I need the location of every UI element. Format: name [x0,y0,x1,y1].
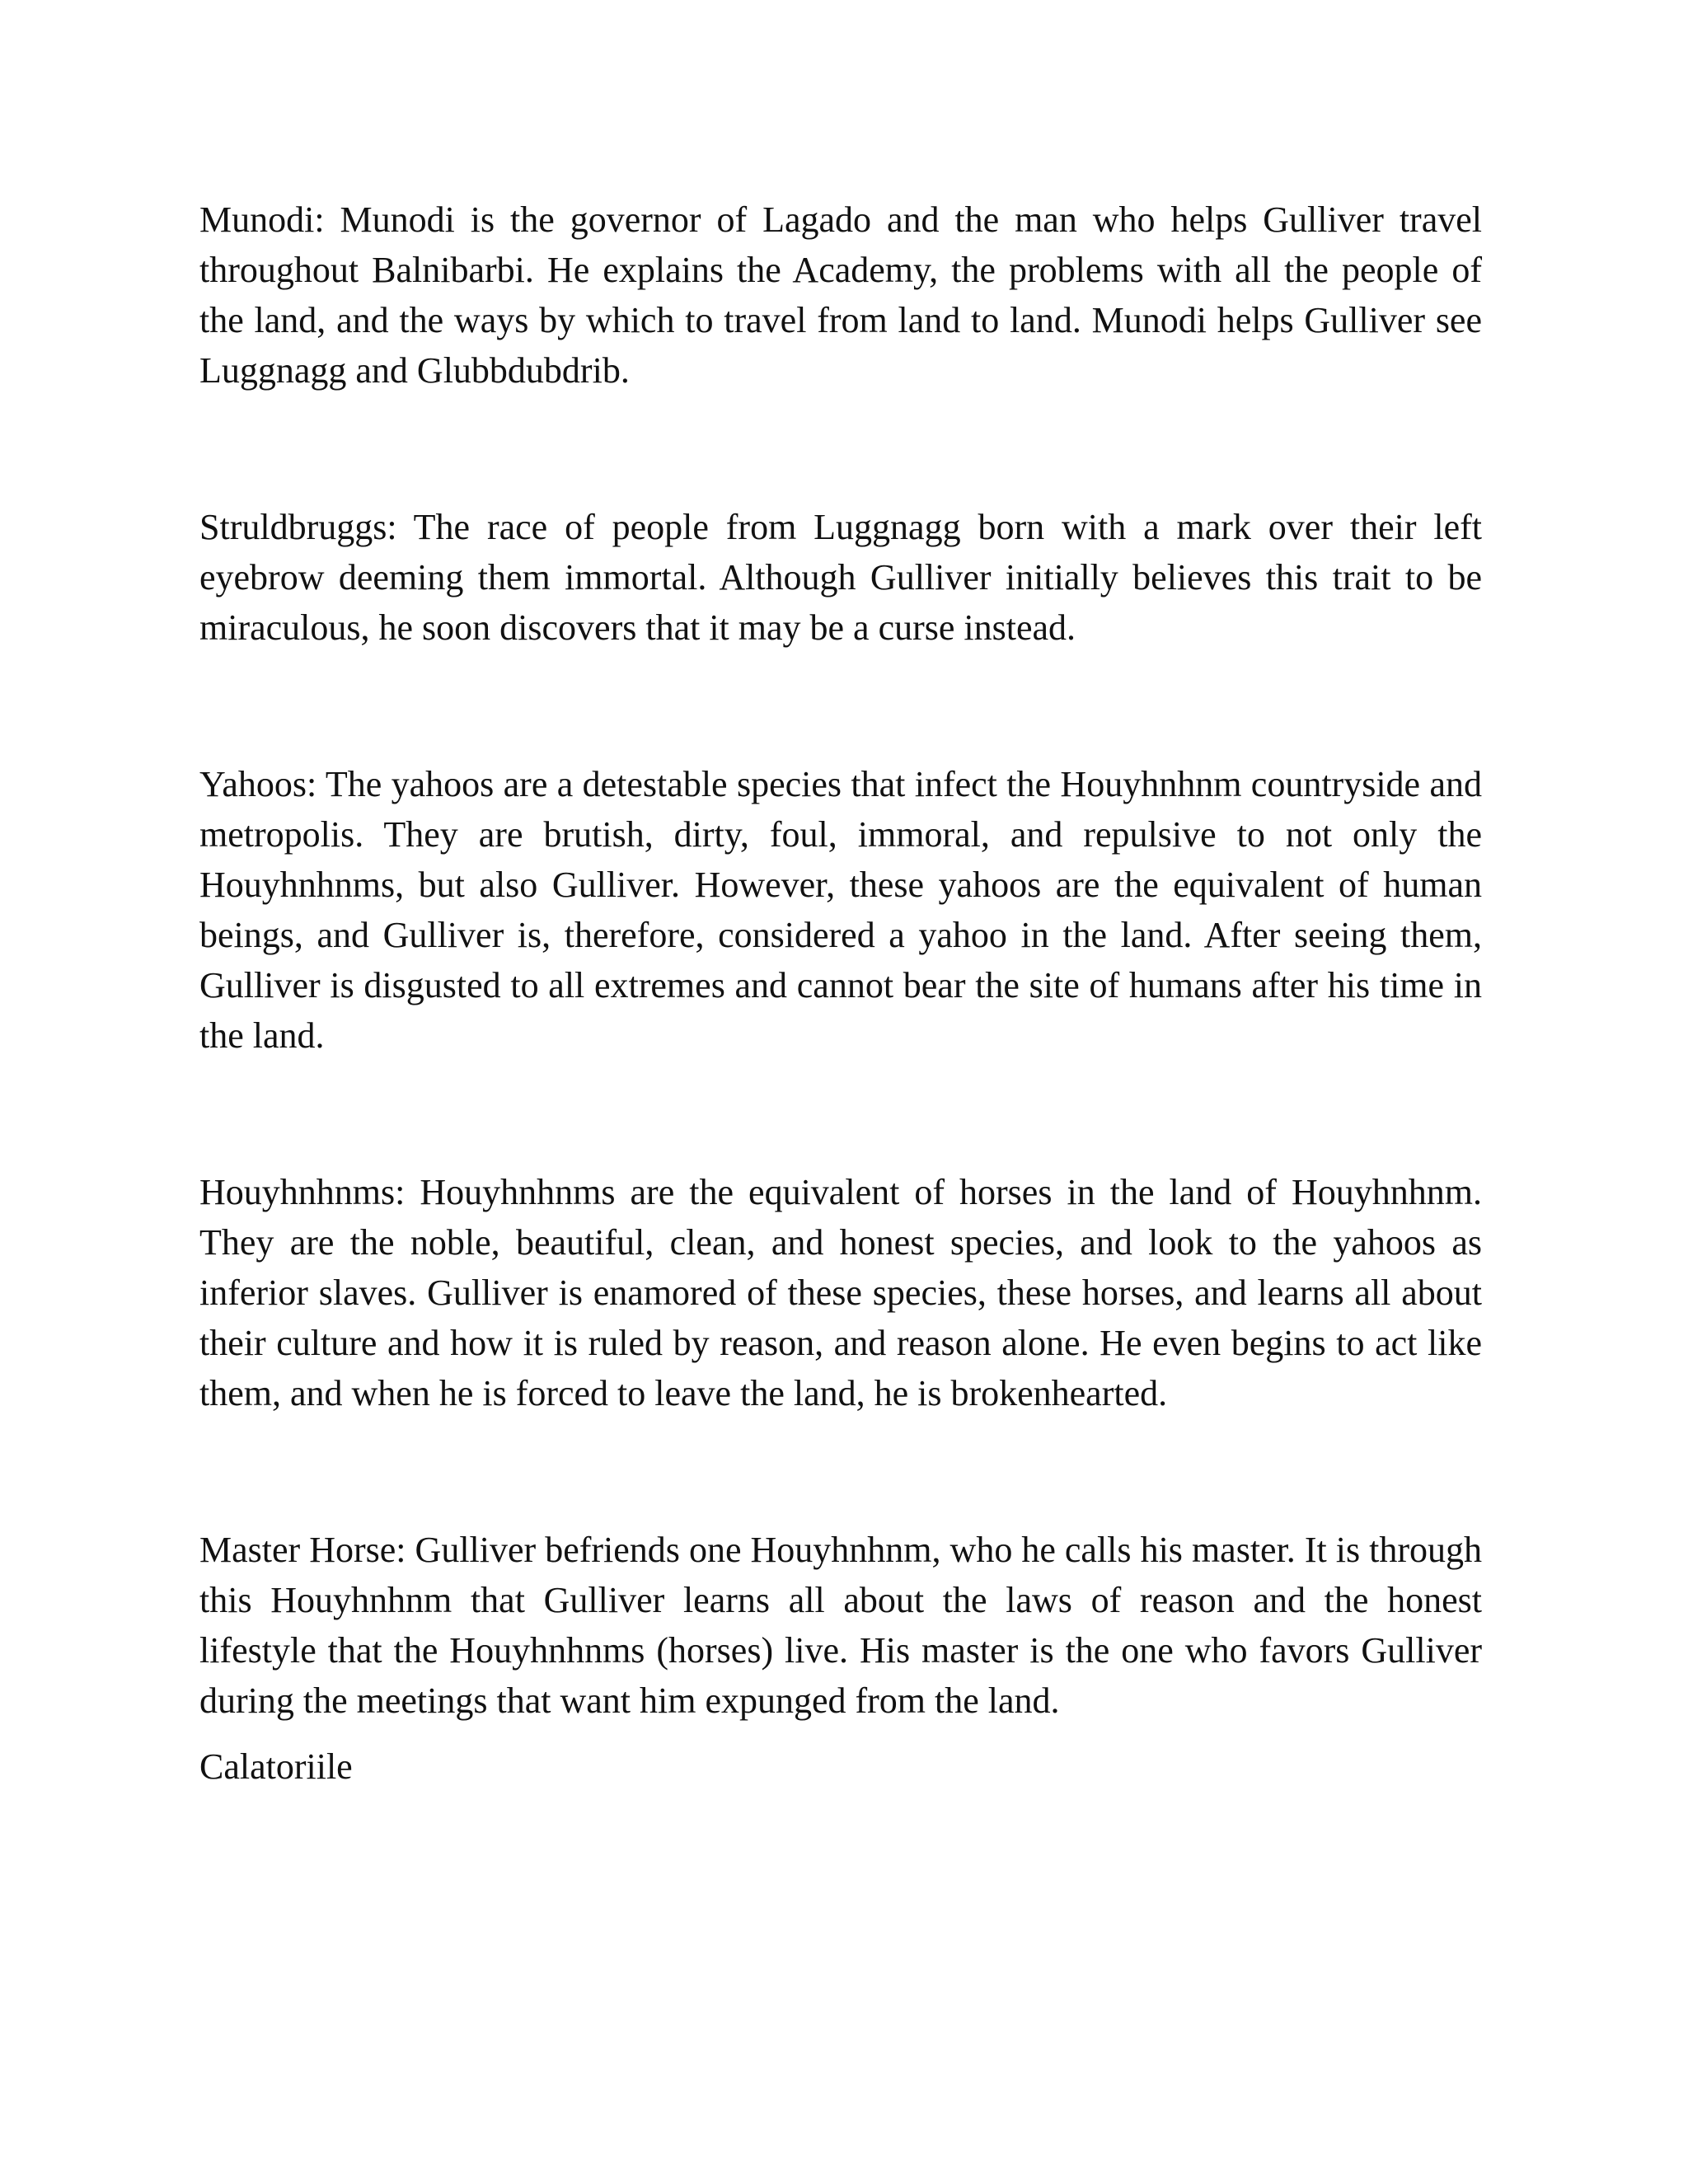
entry-houyhnhnms: Houyhnhnms: Houyhnhnms are the equivalent of horses in the land of Houyhnhnm. They are the noble, beautiful, clean, and honest species, and look to the yahoos as inferior slaves. Gulliver is enamored of these species, these horses, and learns all about their culture and how it is ruled by reason, and reason alone. He even begins to act like them, and when he is forced to leave the land, he is brokenhearted. [199,1172,1482,1413]
entry-munodi: Munodi: Munodi is the governor of Lagado and the man who helps Gulliver travel throughout Balnibarbi. He explains the Academy, the problems with all the people of the land, and the ways by which to travel from land to land. Munodi helps Gulliver see Luggnagg and Glubbdubdrib. [199,199,1482,391]
entry-yahoos: Yahoos: The yahoos are a detestable species that infect the Houyhnhnm countryside and metropolis. They are brutish, dirty, foul, immoral, and repulsive to not only the Houyhnhnms, but also Gulliver. However, these yahoos are the equivalent of human beings, and Gulliver is, therefore, considered a yahoo in the land. After seeing them, Gulliver is disgusted to all extremes and cannot bear the site of humans after his time in the land. [199,764,1482,1056]
entry-struldbruggs: Struldbruggs: The race of people from Luggnagg born with a mark over their left eyebrow deeming them immortal. Although Gulliver initially believes this trait to be miraculous, he soon discovers that it may be a curse instead. [199,507,1482,648]
entry-calatoriile: Calatoriile [199,1746,353,1787]
text-column [199,194,1482,1792]
entry-master-horse: Master Horse: Gulliver befriends one Houyhnhnm, who he calls his master. It is through this Houyhnhnm that Gulliver learns all about the laws of reason and the honest lifestyle that the Houyhnhnms (horses) live. His master is the one who favors Gulliver during the meetings that want him expunged from the land. [199,1530,1482,1721]
